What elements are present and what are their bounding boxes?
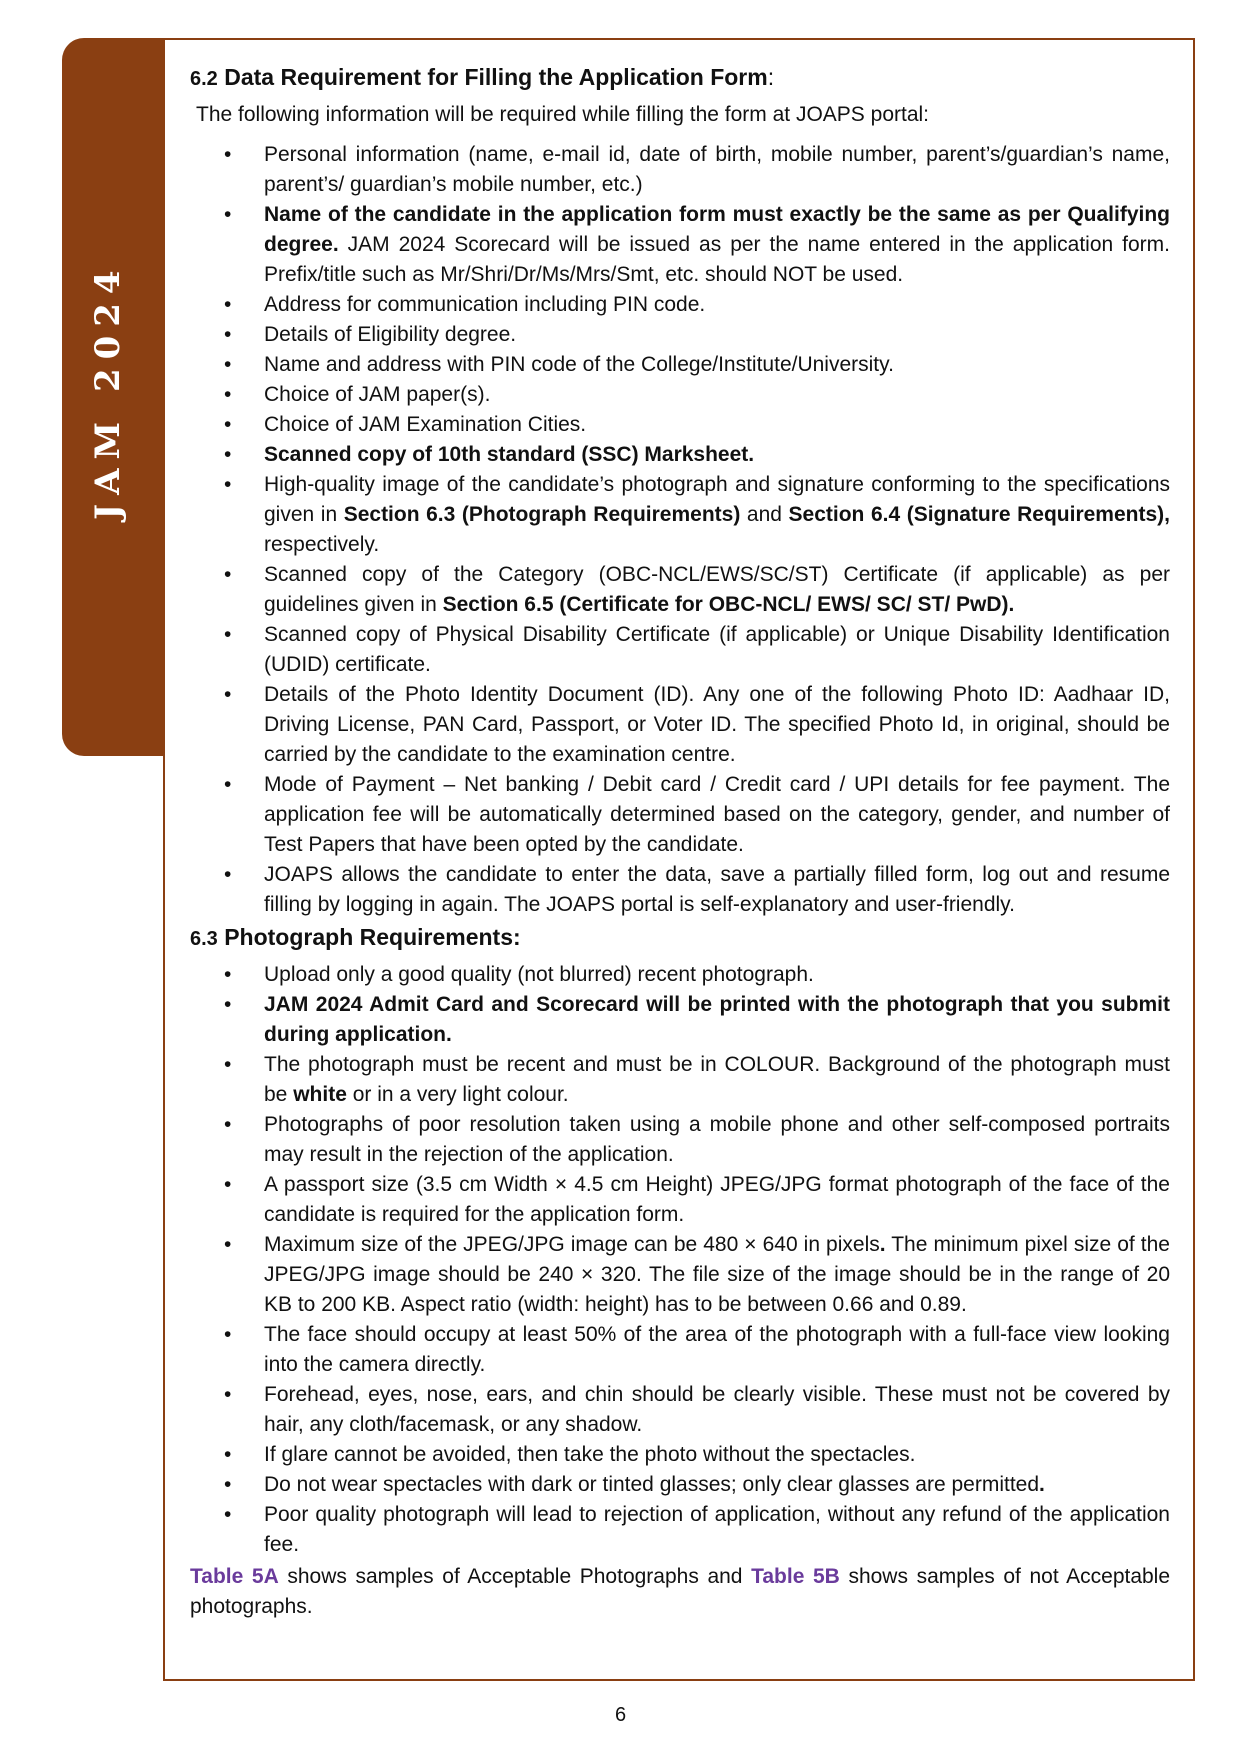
closing-text: shows samples of Acceptable Photographs and (278, 1565, 752, 1588)
list-item: • Scanned copy of 10th standard (SSC) Marksheet. (224, 443, 755, 466)
table-5b-link[interactable]: Table 5B (751, 1565, 840, 1588)
list-item-text: The face should occupy at least 50% of the area of the photograph with a full-face view looking into the camera directly. (264, 1323, 1170, 1376)
list-item-text: Details of Eligibility degree. (264, 323, 517, 346)
list-item: • JAM 2024 Admit Card and Scorecard will be printed with the photograph that you submit during application. (224, 993, 1170, 1046)
list-item-text: Choice of JAM paper(s). (264, 383, 491, 406)
list-item: • Scanned copy of Physical Disability Certificate (if applicable) or Unique Disability Identification (UDID) certificate. (224, 623, 1170, 676)
list-item: • The photograph must be recent and must be in COLOUR. Background of the photograph must be white or in a very light colour. (224, 1053, 1170, 1106)
list-item: • Choice of JAM Examination Cities. (224, 413, 587, 436)
list-item: • Choice of JAM paper(s). (224, 383, 491, 406)
list-item-bold: Section 6.3 (Photograph Requirements) (343, 503, 741, 526)
list-item-text: Do not wear spectacles with dark or tinted glasses; only clear glasses are permitted (264, 1473, 1040, 1496)
list-item-text: JOAPS allows the candidate to enter the data, save a partially filled form, log out and resume filling by logging in again. The JOAPS portal is self-explanatory and user-friendly. (264, 863, 1170, 916)
list-item: • Maximum size of the JPEG/JPG image can be 480 × 640 in pixels. The minimum pixel size of the JPEG/JPG image should be 240 × 320. The file size of the image should be in the range of 20 KB to 200 KB. Aspect ratio (width: height) has to be between 0.66 and 0.89. (224, 1233, 1170, 1316)
list-item-bold: white (293, 1083, 347, 1106)
section-6-3-title: Photograph Requirements: (224, 924, 521, 950)
list-item-text: The photograph must be recent and must be in COLOUR. Background of the photograph must be (264, 1053, 1170, 1106)
list-item-text: Choice of JAM Examination Cities. (264, 413, 587, 436)
table-reference-paragraph (190, 1562, 1170, 1622)
list-item-bold: Scanned copy of 10th standard (SSC) Marksheet. (264, 443, 755, 466)
list-item-text: A passport size (3.5 cm Width × 4.5 cm Height) JPEG/JPG format photograph of the face of the candidate is required for the application form. (264, 1173, 1170, 1226)
list-item-text: Maximum size of the JPEG/JPG image can be 480 × 640 in pixels (264, 1233, 880, 1256)
side-label-text: JAM 2024 (88, 261, 128, 520)
list-item: • Photographs of poor resolution taken using a mobile phone and other self-composed portraits may result in the rejection of the application. (224, 1113, 1170, 1166)
list-item-text: Address for communication including PIN code. (264, 293, 706, 316)
list-item-text: respectively. (264, 533, 380, 556)
list-item: • Details of the Photo Identity Document (ID). Any one of the following Photo ID: Aadhaar ID, Driving License, PAN Card, Passport, or Voter ID. The specified Photo Id, in original, should be carried by the candidate to the examination centre. (224, 683, 1170, 766)
list-item: • Poor quality photograph will lead to rejection of application, without any refund of the application fee. (224, 1503, 1170, 1556)
list-item-bold: . (879, 1233, 886, 1256)
list-item-text: Personal information (name, e-mail id, date of birth, mobile number, parent’s/guardian’s name, parent’s/ guardian’s mobile number, etc.) (264, 143, 1170, 196)
list-item-text: Name and address with PIN code of the College/Institute/University. (264, 353, 894, 376)
list-item-bold: JAM 2024 Admit Card and Scorecard will be printed with the photograph that you submit during application. (264, 993, 1170, 1046)
section-6-2-heading (190, 62, 1170, 94)
list-item: • If glare cannot be avoided, then take the photo without the spectacles. (224, 1443, 916, 1466)
list-item-bold: Name of the candidate in the application form must exactly be the same as per Qualifying degree. (264, 203, 1170, 256)
closing-text: shows samples of not Acceptable photographs. (190, 1565, 1171, 1618)
list-item-text: Poor quality photograph will lead to rejection of application, without any refund of the application fee. (264, 1503, 1170, 1556)
list-item: • Name of the candidate in the application form must exactly be the same as per Qualifying degree. JAM 2024 Scorecard will be issued as per the name entered in the application form. Prefix/title such as Mr/Shri/Dr/Ms/Mrs/Smt, etc. should NOT be used. (224, 203, 1170, 286)
list-item-text: The minimum pixel size of the JPEG/JPG image should be 240 × 320. The file size of the image should be in the range of 20 KB to 200 KB. Aspect ratio (width: height) has to be between 0.66 and 0.89. (264, 1233, 1170, 1316)
list-item-text: Photographs of poor resolution taken using a mobile phone and other self-composed portraits may result in the rejection of the application. (264, 1113, 1170, 1166)
list-item: • Address for communication including PIN code. (224, 293, 706, 316)
list-item: • JOAPS allows the candidate to enter the data, save a partially filled form, log out and resume filling by logging in again. The JOAPS portal is self-explanatory and user-friendly. (224, 863, 1170, 916)
list-item: • Forehead, eyes, nose, ears, and chin should be clearly visible. These must not be covered by hair, any cloth/facemask, or any shadow. (224, 1383, 1170, 1436)
section-6-2-intro: The following information will be required while filling the form at JOAPS portal: (196, 103, 930, 126)
page-number: 6 (614, 1704, 627, 1726)
list-item: • Personal information (name, e-mail id, date of birth, mobile number, parent’s/guardian’s name, parent’s/ guardian’s mobile number, etc.) (224, 143, 1170, 196)
list-item-text: JAM 2024 Scorecard will be issued as per the name entered in the application form. Prefix/title such as Mr/Shri/Dr/Ms/Mrs/Smt, etc. should NOT be used. (264, 233, 1170, 286)
list-item-text: If glare cannot be avoided, then take the photo without the spectacles. (264, 1443, 916, 1466)
section-6-2-colon: : (767, 64, 775, 90)
list-item-text: High-quality image of the candidate’s photograph and signature conforming to the specifications given in (264, 473, 1170, 526)
table-5a-link[interactable]: Table 5A (190, 1565, 279, 1588)
list-item-text: and (740, 503, 789, 526)
section-6-3-list (190, 960, 1170, 1560)
list-item-bold: Section 6.4 (Signature Requirements), (788, 503, 1170, 526)
section-6-3-number: 6.3 (190, 928, 218, 950)
list-item-text: or in a very light colour. (346, 1083, 569, 1106)
list-item-text: Scanned copy of the Category (OBC-NCL/EWS/SC/ST) Certificate (if applicable) as per guidelines given in (264, 563, 1170, 616)
list-item-text: Upload only a good quality (not blurred) recent photograph. (264, 963, 814, 986)
page-content (190, 62, 1170, 1622)
list-item-bold: . (1039, 1473, 1045, 1496)
list-item-text: Mode of Payment – Net banking / Debit card / Credit card / UPI details for fee payment. The application fee will be automatically determined based on the category, gender, and number of Test Papers that have been opted by the candidate. (264, 773, 1170, 856)
list-item: • Do not wear spectacles with dark or tinted glasses; only clear glasses are permitted. (224, 1473, 1045, 1496)
list-item: • Mode of Payment – Net banking / Debit card / Credit card / UPI details for fee payment. The application fee will be automatically determined based on the category, gender, and number of Test Papers that have been opted by the candidate. (224, 773, 1170, 856)
list-item: • Details of Eligibility degree. (224, 323, 517, 346)
list-item: • High-quality image of the candidate’s photograph and signature conforming to the specifications given in Section 6.3 (Photograph Requirements) and Section 6.4 (Signature Requirements), respectively. (224, 473, 1170, 556)
list-item: • Name and address with PIN code of the College/Institute/University. (224, 353, 894, 376)
list-item-text: Details of the Photo Identity Document (ID). Any one of the following Photo ID: Aadhaar ID, Driving License, PAN Card, Passport, or Voter ID. The specified Photo Id, in original, should be carried by the candidate to the examination centre. (264, 683, 1170, 766)
section-6-2-number: 6.2 (190, 68, 218, 90)
list-item-text: Forehead, eyes, nose, ears, and chin should be clearly visible. These must not be covered by hair, any cloth/facemask, or any shadow. (264, 1383, 1170, 1436)
section-6-3-heading (190, 922, 1170, 954)
list-item: • A passport size (3.5 cm Width × 4.5 cm Height) JPEG/JPG format photograph of the face of the candidate is required for the application form. (224, 1173, 1170, 1226)
list-item-text: Scanned copy of Physical Disability Certificate (if applicable) or Unique Disability Identification (UDID) certificate. (264, 623, 1170, 676)
list-item: • Scanned copy of the Category (OBC-NCL/EWS/SC/ST) Certificate (if applicable) as per guidelines given in Section 6.5 (Certificate for OBC-NCL/ EWS/ SC/ ST/ PwD). (224, 563, 1170, 616)
section-6-2-list (190, 140, 1170, 920)
list-item: • Upload only a good quality (not blurred) recent photograph. (224, 963, 814, 986)
list-item-bold: Section 6.5 (Certificate for OBC-NCL/ EWS/ SC/ ST/ PwD). (442, 593, 1015, 616)
list-item: • The face should occupy at least 50% of the area of the photograph with a full-face view looking into the camera directly. (224, 1323, 1170, 1376)
section-6-2-title: Data Requirement for Filling the Application Form (224, 64, 768, 90)
